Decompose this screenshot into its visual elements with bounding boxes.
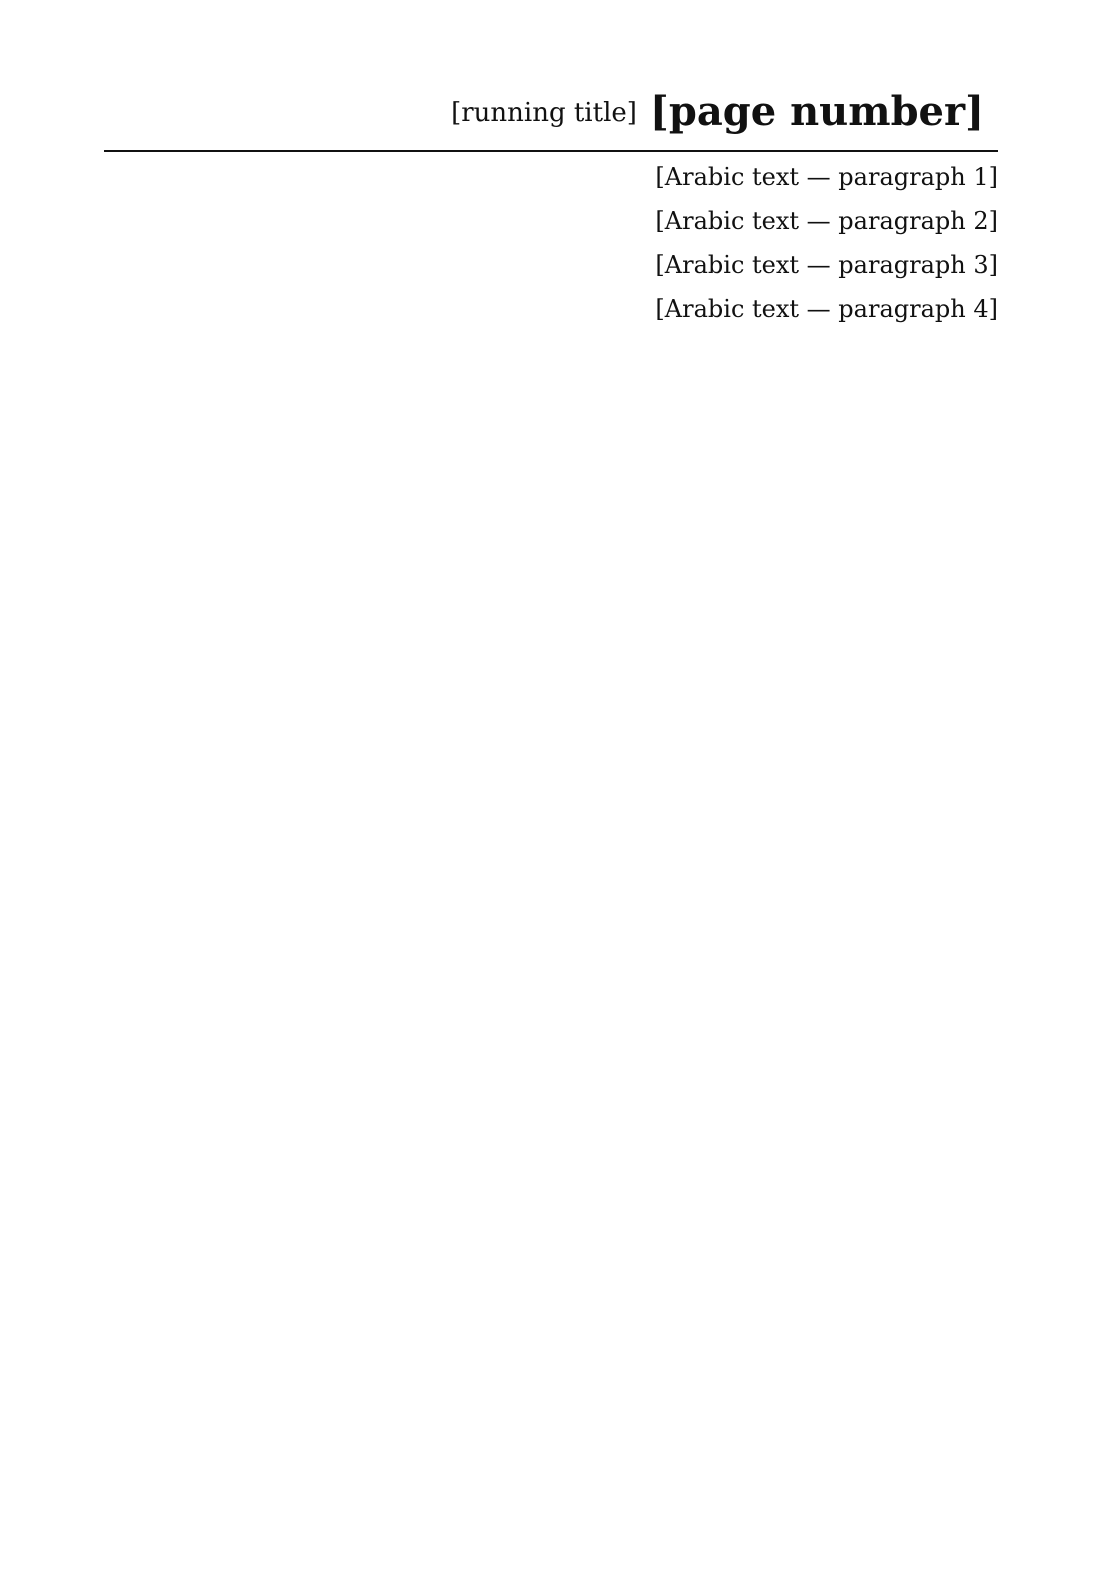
body-text [104,158,998,1478]
paragraph-4: [Arabic text — paragraph 4] [655,295,998,323]
paragraph-1: [Arabic text — paragraph 1] [655,163,998,191]
paragraph-2: [Arabic text — paragraph 2] [655,207,998,235]
page-header [104,88,984,148]
paragraph-3: [Arabic text — paragraph 3] [655,251,998,279]
running-title: [running title] [451,98,637,128]
page-number: [page number] [649,88,984,135]
header-rule [104,150,998,152]
